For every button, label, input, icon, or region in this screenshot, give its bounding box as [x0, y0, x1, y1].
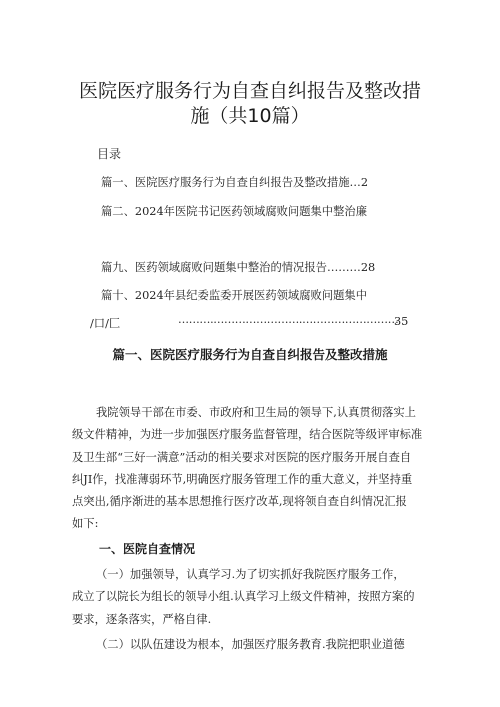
- paragraph-line: （一）加强领导，认真学习.为了切实抓好我院医疗服务工作，: [96, 568, 405, 581]
- section-heading: 一、医院自查情况: [99, 542, 196, 556]
- body-paragraph: [72, 564, 444, 631]
- toc-heading: 目录: [97, 147, 122, 161]
- toc-item[interactable]: 篇九、医药领域腐败问题集中整治的情况报告………28: [101, 261, 376, 274]
- toc-item[interactable]: 篇十、2024年县纪委监委开展医药领域腐败问题集中: [101, 289, 367, 302]
- paragraph-line: 纠JI作，找准薄弱环节,明确医疗服务管理工作的重大意义，并坚持重: [72, 472, 413, 486]
- body-paragraph: [72, 634, 444, 656]
- paragraph-line: 我院领导干部在市委、市政府和卫生局的领导下,认真贯彻落实上: [96, 406, 416, 419]
- paragraph-line: （二）以队伍建设为根本，加强医疗服务教育.我院把职业道德: [96, 638, 405, 651]
- paragraph-line: 要求，逐条落实，严格自律.: [72, 612, 212, 626]
- toc-item[interactable]: 篇二、2024年医院书记医药领域腐败问题集中整治廉: [101, 205, 367, 218]
- toc-leader-dots: ……….…………………….………………………: [178, 313, 399, 326]
- document-title-line-2: 施（共10篇）: [190, 105, 310, 127]
- toc-page-number: 35: [394, 315, 409, 328]
- paragraph-line: 级文件精神，为进一步加强医疗服务监督管理，结合医院等级评审标准: [72, 428, 423, 442]
- document-title-line-1: 医院医疗服务行为自查自纠报告及整改措: [78, 80, 421, 102]
- toc-item-continuation: /口/匚: [90, 317, 121, 330]
- intro-paragraph: [72, 402, 444, 536]
- paragraph-line: 及卫生部“三好一满意”活动的相关要求对医院的医疗服务开展自查自: [72, 450, 412, 464]
- paragraph-line: 成立了以院长为组长的领导小组.认真学习上级文件精神，按照方案的: [72, 590, 415, 604]
- paragraph-line: 点突出,循序渐进的基本思想推行医疗改革,现将领自查自纠情况汇报: [72, 495, 407, 509]
- paragraph-line: 如下:: [72, 517, 99, 531]
- toc-item[interactable]: 篇一、医院医疗服务行为自查自纠报告及整改措施…2: [101, 176, 369, 189]
- section-title: 篇一、医院医疗服务行为自查自纠报告及整改措施: [112, 347, 388, 362]
